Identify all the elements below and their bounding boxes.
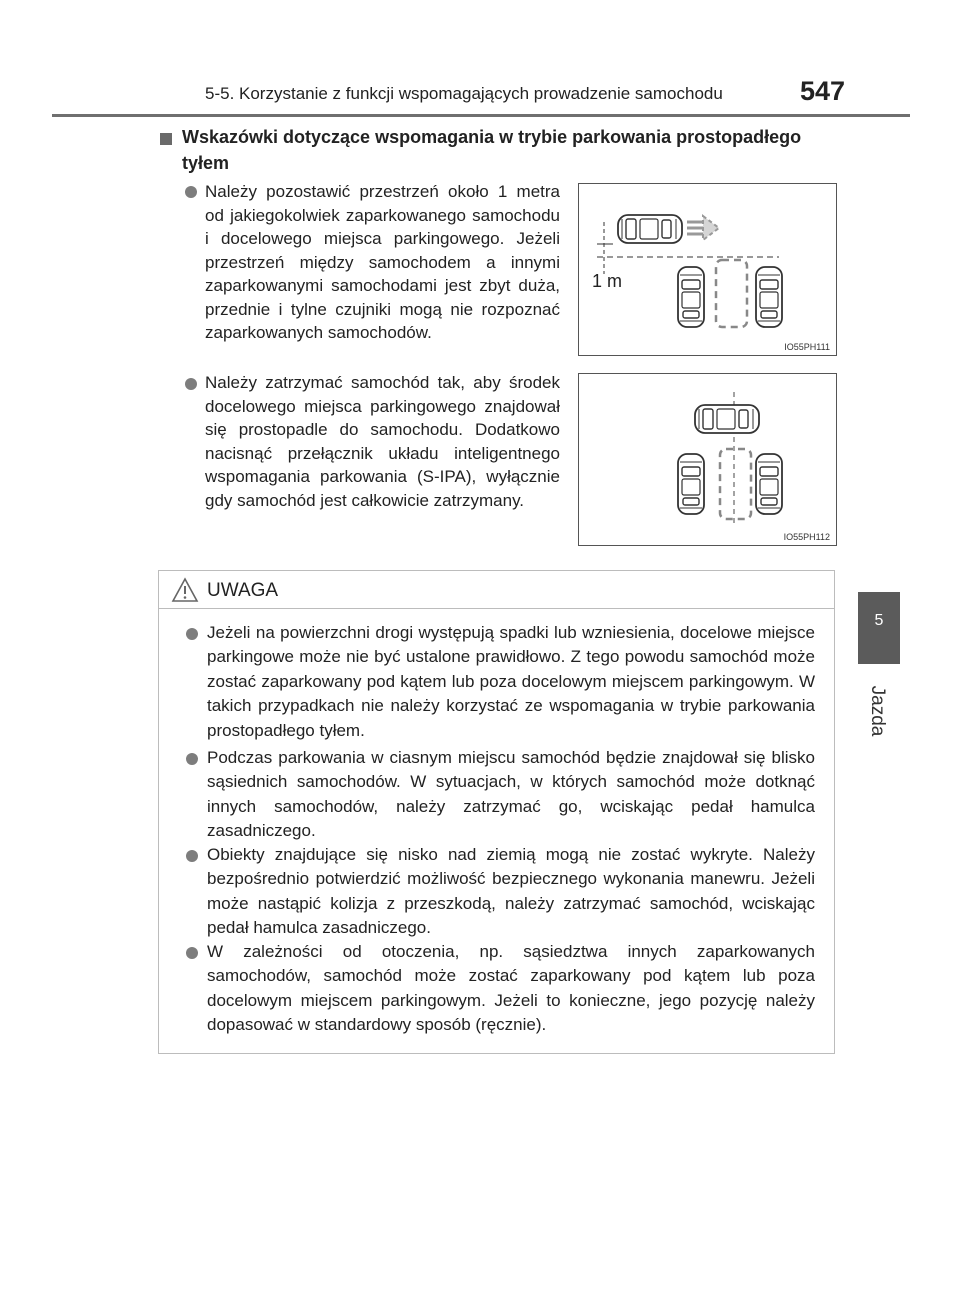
distance-label: 1 m bbox=[592, 271, 623, 291]
bullet-icon bbox=[186, 947, 198, 959]
bullet-icon bbox=[186, 850, 198, 862]
chapter-tab[interactable] bbox=[858, 592, 900, 664]
figure-parking-distance bbox=[578, 183, 837, 356]
section-square-icon bbox=[160, 133, 172, 145]
warning-title: UWAGA bbox=[207, 580, 279, 601]
tip-paragraph-2: Należy zatrzymać samochód tak, aby środek docelowego miejsca parkingowego znajdował się prostopadle do samochodu. Dodatkowo nacisnąć przełącznik układu inteligentnego wspomagania parkowania (S-IPA), wyłącznie gdy samochód jest całkowicie zatrzymany. bbox=[205, 373, 560, 510]
warning-item-3: Obiekty znajdujące się nisko nad ziemią mogą nie zostać wykryte. Należy bezpośrednio potwierdzić możliwość bezpiecznego wykonania manewru. Jeżeli może nastąpić kolizja z przeszkodą, należy zatrzymać samochód, wciskając pedał hamulca zasadniczego. bbox=[207, 845, 815, 938]
warning-item-1: Jeżeli na powierzchni drogi występują spadki lub wzniesienia, docelowe miejsce parkingowe może nie być ustalone prawidłowo. Z tego powodu samochód może zostać zaparkowany pod kątem lub poza docelowym miejscem parkingowym. W takich przypadkach nie należy korzystać ze wspomagania w trybie parkowania prostopadłego tyłem. bbox=[207, 623, 815, 740]
warning-item-2: Podczas parkowania w ciasnym miejscu samochód będzie znajdował się blisko sąsiednich samochodów. W sytuacjach, w których samochód może dotknąć innych samochodów, należy zatrzymać go, wciskając pedał hamulca zasadniczego. bbox=[207, 748, 815, 841]
bullet-icon bbox=[186, 753, 198, 765]
section-title: Wskazówki dotyczące wspomagania w trybie parkowania prostopadłego tyłem bbox=[182, 127, 802, 173]
bullet-icon bbox=[185, 378, 197, 390]
chapter-label bbox=[862, 676, 892, 746]
figure-code: IO55PH111 bbox=[784, 342, 830, 352]
warning-triangle-icon bbox=[171, 577, 199, 603]
page-number: 547 bbox=[800, 76, 846, 106]
chapter-number: 5 bbox=[874, 612, 884, 629]
warning-box bbox=[158, 570, 835, 1054]
tip-paragraph-1: Należy pozostawić przestrzeń około 1 metra od jakiegokolwiek zaparkowanego samochodu i docelowego miejsca parkingowego. Jeżeli przestrzeń między samochodem a innymi zaparkowanymi samochodami jest zbyt duża, przednie i tylne czujniki mogą nie rozpoznać zaparkowanych samochodów. bbox=[205, 182, 560, 342]
header-title: 5-5. Korzystanie z funkcji wspomagających prowadzenie samochodu bbox=[205, 84, 723, 103]
warning-divider bbox=[159, 608, 834, 609]
figure-perpendicular-stop bbox=[578, 373, 837, 546]
bullet-icon bbox=[186, 628, 198, 640]
header-rule bbox=[52, 114, 910, 117]
figure-1-diagram bbox=[579, 184, 836, 355]
figure-code: IO55PH112 bbox=[783, 532, 830, 542]
warning-item-4: W zależności od otoczenia, np. sąsiedztwa innych zaparkowanych samochodów, samochód może zostać zaparkowany pod kątem lub poza docelowym miejscem parkingowym. Jeżeli to konieczne, jego pozycję należy dopasować w standardowy sposób (ręcznie). bbox=[207, 942, 815, 1035]
chapter-label-text: Jazda bbox=[867, 685, 888, 737]
bullet-icon bbox=[185, 186, 197, 198]
figure-2-diagram bbox=[579, 374, 836, 545]
